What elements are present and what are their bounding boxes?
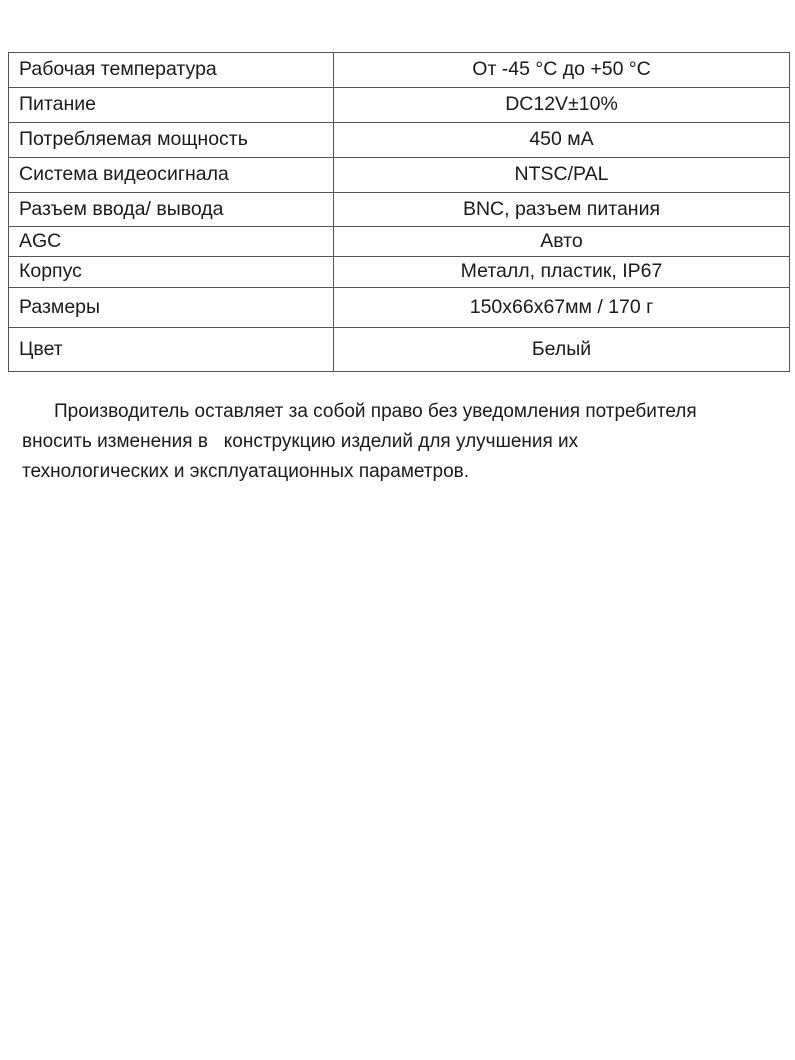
table-row bbox=[9, 53, 790, 88]
table-row bbox=[9, 288, 790, 328]
spec-label: AGC bbox=[9, 227, 334, 257]
table-row bbox=[9, 193, 790, 227]
spec-value: Металл, пластик, IP67 bbox=[334, 257, 790, 288]
spec-table bbox=[8, 52, 790, 372]
spec-label: Корпус bbox=[9, 257, 334, 288]
table-row bbox=[9, 328, 790, 372]
spec-value: Авто bbox=[334, 227, 790, 257]
table-row bbox=[9, 158, 790, 193]
table-row bbox=[9, 227, 790, 257]
spec-value: NTSC/PAL bbox=[334, 158, 790, 193]
spec-label: Размеры bbox=[9, 288, 334, 328]
spec-value: От -45 °С до +50 °С bbox=[334, 53, 790, 88]
spec-label: Разъем ввода/ вывода bbox=[9, 193, 334, 227]
spec-value: 450 мА bbox=[334, 123, 790, 158]
spec-label: Рабочая температура bbox=[9, 53, 334, 88]
notice-line: вносить изменения в конструкцию изделий для улучшения их bbox=[22, 431, 579, 452]
table-row bbox=[9, 257, 790, 288]
notice-line: Производитель оставляет за собой право без уведомления потребителя bbox=[54, 401, 697, 422]
table-row bbox=[9, 123, 790, 158]
spec-label: Питание bbox=[9, 88, 334, 123]
table-row bbox=[9, 88, 790, 123]
spec-label: Цвет bbox=[9, 328, 334, 372]
spec-value: 150х66х67мм / 170 г bbox=[334, 288, 790, 328]
notice-line: технологических и эксплуатационных параметров. bbox=[22, 461, 470, 482]
spec-value: DC12V±10% bbox=[334, 88, 790, 123]
spec-label: Потребляемая мощность bbox=[9, 123, 334, 158]
spec-label: Система видеосигнала bbox=[9, 158, 334, 193]
manufacturer-notice bbox=[22, 397, 782, 487]
spec-value: BNC, разъем питания bbox=[334, 193, 790, 227]
spec-value: Белый bbox=[334, 328, 790, 372]
